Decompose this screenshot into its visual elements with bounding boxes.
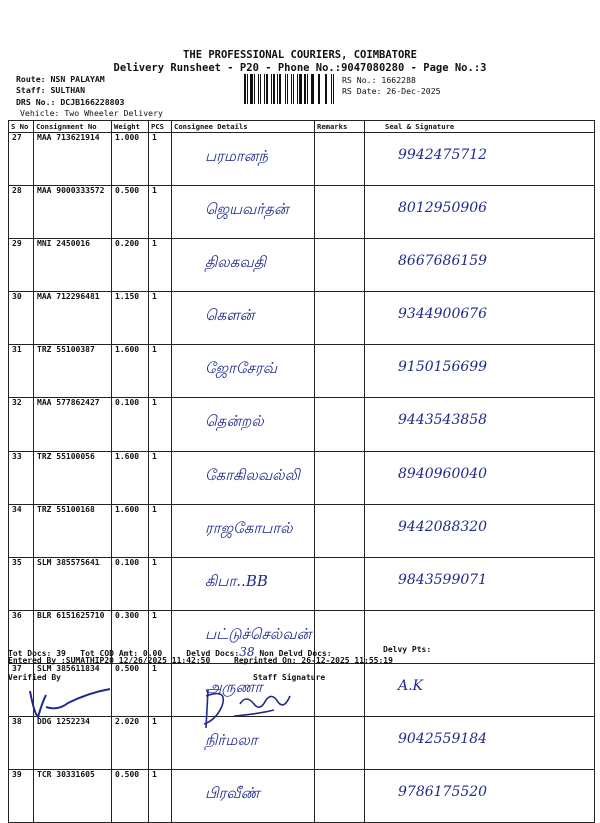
cell-weight: 1.600 bbox=[112, 504, 149, 557]
signature-handwriting: 9843599071 bbox=[398, 571, 488, 588]
cell-weight: 0.300 bbox=[112, 610, 149, 663]
consignee-handwriting: ராஜகோபால் bbox=[205, 518, 293, 537]
cell-sno: 27 bbox=[9, 133, 34, 186]
cell-consignee bbox=[172, 345, 315, 398]
delvy-pts-label: Delvy Pts: bbox=[383, 645, 432, 654]
cell-consignee bbox=[172, 398, 315, 451]
cell-weight: 1.000 bbox=[112, 133, 149, 186]
cell-weight: 1.150 bbox=[112, 292, 149, 345]
consignee-handwriting: கிபா..BB bbox=[205, 571, 268, 590]
col-header-weight: Weight bbox=[112, 121, 149, 133]
consignee-handwriting: ஜோசேரவ் bbox=[205, 359, 278, 378]
cell-remarks bbox=[315, 504, 365, 557]
barcode-bar bbox=[279, 74, 281, 104]
barcode-bar bbox=[307, 74, 308, 104]
tot-docs-label: Tot Docs: bbox=[8, 649, 52, 658]
rs-date: RS Date: 26-Dec-2025 bbox=[342, 86, 441, 96]
barcode-bar bbox=[264, 74, 265, 104]
delvd-docs-label: Delvd Docs: bbox=[186, 649, 240, 658]
barcode-bar bbox=[325, 74, 326, 104]
cell-consignment: TRZ 55100168 bbox=[34, 504, 112, 557]
col-header-signature: Seal & Signature bbox=[365, 121, 595, 133]
barcode-bar bbox=[273, 74, 275, 104]
cell-consignment: DDG 1252234 bbox=[34, 717, 112, 770]
col-header-consignee: Consignee Details bbox=[172, 121, 315, 133]
cell-pcs: 1 bbox=[149, 717, 172, 770]
barcode-bar bbox=[315, 74, 317, 104]
cell-consignee bbox=[172, 770, 315, 823]
cell-consignment: MAA 713621914 bbox=[34, 133, 112, 186]
cell-consignee bbox=[172, 292, 315, 345]
signature-handwriting: 9042559184 bbox=[398, 731, 488, 748]
barcode-bar bbox=[289, 74, 291, 104]
cell-pcs: 1 bbox=[149, 451, 172, 504]
consignee-handwriting: திலகவதி bbox=[205, 253, 266, 272]
cell-pcs: 1 bbox=[149, 186, 172, 239]
cell-remarks bbox=[315, 345, 365, 398]
cell-signature bbox=[365, 345, 595, 398]
cell-remarks bbox=[315, 292, 365, 345]
cell-signature bbox=[365, 557, 595, 610]
cell-sno: 36 bbox=[9, 610, 34, 663]
verified-by-signature-icon bbox=[28, 683, 118, 723]
cell-signature bbox=[365, 133, 595, 186]
cell-signature bbox=[365, 663, 595, 716]
route-field: Route: NSN PALAYAM bbox=[16, 74, 105, 84]
cell-pcs: 1 bbox=[149, 133, 172, 186]
col-header-sno: S No bbox=[9, 121, 34, 133]
barcode-bar bbox=[303, 74, 304, 104]
cell-pcs: 1 bbox=[149, 292, 172, 345]
cell-pcs: 1 bbox=[149, 504, 172, 557]
cell-signature bbox=[365, 717, 595, 770]
cell-pcs: 1 bbox=[149, 398, 172, 451]
cell-consignment: MAA 712296481 bbox=[34, 292, 112, 345]
barcode-bar bbox=[297, 74, 298, 104]
barcode-bar bbox=[326, 74, 327, 104]
consignee-handwriting: கௌன் bbox=[205, 306, 255, 325]
cell-signature bbox=[365, 186, 595, 239]
barcode-bar bbox=[318, 74, 319, 104]
cell-consignment: MNI 2450016 bbox=[34, 239, 112, 292]
barcode-bar bbox=[260, 74, 261, 104]
consignee-handwriting: நிர்மலா bbox=[205, 731, 258, 750]
cell-consignee bbox=[172, 557, 315, 610]
cell-consignee bbox=[172, 451, 315, 504]
barcode-bar bbox=[311, 74, 312, 104]
consignee-handwriting: பட்டுச்செல்வன் bbox=[205, 624, 312, 643]
barcode-bar bbox=[248, 74, 249, 104]
consignee-handwriting: ஜெயவர்தன் bbox=[205, 200, 289, 219]
cell-pcs: 1 bbox=[149, 770, 172, 823]
barcode-bar bbox=[266, 74, 268, 104]
barcode-bar bbox=[255, 74, 257, 104]
tot-docs-value: 39 bbox=[56, 649, 66, 658]
cell-consignee bbox=[172, 186, 315, 239]
document-subtitle: Delivery Runsheet - P20 - Phone No.:9047080280 - Page No.:3 bbox=[113, 62, 487, 74]
cell-sno: 35 bbox=[9, 557, 34, 610]
col-header-consignment: Consignment No bbox=[34, 121, 112, 133]
cell-sno: 37 bbox=[9, 663, 34, 716]
table-row bbox=[9, 239, 595, 292]
consignee-handwriting: பிரவீண் bbox=[205, 784, 260, 803]
signature-handwriting: A.K bbox=[398, 677, 424, 694]
signature-handwriting: 9443543858 bbox=[398, 412, 488, 429]
cell-sno: 38 bbox=[9, 717, 34, 770]
cell-remarks bbox=[315, 770, 365, 823]
consignee-handwriting: அருணா bbox=[205, 677, 263, 696]
cell-consignment: SLM 385611834 bbox=[34, 663, 112, 716]
consignee-handwriting: தென்றல் bbox=[205, 412, 264, 431]
cell-remarks bbox=[315, 239, 365, 292]
barcode-bar bbox=[282, 74, 284, 104]
barcode-bar bbox=[258, 74, 259, 104]
cell-weight: 0.200 bbox=[112, 239, 149, 292]
cell-sno: 30 bbox=[9, 292, 34, 345]
staff-signature-label: Staff Signature bbox=[253, 673, 326, 682]
cell-consignee bbox=[172, 504, 315, 557]
signature-handwriting: 8940960040 bbox=[398, 465, 488, 482]
cell-signature bbox=[365, 504, 595, 557]
drs-number: DRS No.: DCJB166228803 bbox=[16, 97, 125, 107]
signature-handwriting: 9786175520 bbox=[398, 784, 488, 801]
cell-remarks bbox=[315, 133, 365, 186]
barcode-bar bbox=[254, 74, 255, 104]
cell-consignment: MAA 577862427 bbox=[34, 398, 112, 451]
cell-sno: 39 bbox=[9, 770, 34, 823]
barcode-bar bbox=[271, 74, 272, 104]
cell-weight: 2.020 bbox=[112, 717, 149, 770]
col-header-remarks: Remarks bbox=[315, 121, 365, 133]
cell-pcs: 1 bbox=[149, 663, 172, 716]
table-row bbox=[9, 186, 595, 239]
consignee-handwriting: கோகிலவல்லி bbox=[205, 465, 300, 484]
cell-consignment: BLR 6151625710 bbox=[34, 610, 112, 663]
cell-signature bbox=[365, 398, 595, 451]
verified-by-label: Verified By bbox=[8, 673, 61, 682]
barcode-bar bbox=[331, 74, 332, 104]
barcode-bar bbox=[334, 74, 336, 104]
barcode-bar bbox=[285, 74, 286, 104]
cell-remarks bbox=[315, 557, 365, 610]
delvd-docs-handwritten: 38 bbox=[239, 645, 255, 659]
cell-pcs: 1 bbox=[149, 239, 172, 292]
barcode-bar bbox=[269, 74, 270, 104]
barcode-bar bbox=[304, 74, 306, 104]
table-row bbox=[9, 398, 595, 451]
barcode-bar bbox=[293, 74, 294, 104]
barcode-bar bbox=[309, 74, 310, 104]
cell-consignment: TCR 30331605 bbox=[34, 770, 112, 823]
signature-handwriting: 9442088320 bbox=[398, 518, 488, 535]
cell-signature bbox=[365, 610, 595, 663]
barcode-bar bbox=[291, 74, 292, 104]
reprinted-on: Reprinted On: 26-12-2025 11:55:19 bbox=[234, 656, 393, 665]
entered-by: Entered By :SUMATHIP20 12/26/2025 11:42:50 bbox=[8, 656, 211, 665]
signature-handwriting: 9344900676 bbox=[398, 306, 488, 323]
cell-sno: 34 bbox=[9, 504, 34, 557]
document-title: THE PROFESSIONAL COURIERS, COIMBATORE bbox=[183, 49, 417, 61]
table-row bbox=[9, 345, 595, 398]
rs-number: RS No.: 1662288 bbox=[342, 75, 416, 85]
cell-signature bbox=[365, 292, 595, 345]
tot-cod-value: 0.00 bbox=[142, 649, 163, 658]
table-row bbox=[9, 292, 595, 345]
consignee-handwriting: பரமானந் bbox=[205, 147, 268, 165]
cell-weight: 0.500 bbox=[112, 186, 149, 239]
table-row bbox=[9, 133, 595, 186]
tot-cod-label: Tot COD Amt: bbox=[80, 649, 139, 658]
signature-handwriting: 8012950906 bbox=[398, 200, 488, 217]
barcode-bar bbox=[276, 74, 277, 104]
barcode-bar bbox=[328, 74, 330, 104]
barcode-bar bbox=[312, 74, 314, 104]
table-row bbox=[9, 504, 595, 557]
table-row bbox=[9, 451, 595, 504]
barcode-bar bbox=[333, 74, 334, 104]
cell-sno: 32 bbox=[9, 398, 34, 451]
cell-consignment: TRZ 55100387 bbox=[34, 345, 112, 398]
cell-weight: 0.100 bbox=[112, 398, 149, 451]
cell-sno: 31 bbox=[9, 345, 34, 398]
barcode-bar bbox=[287, 74, 288, 104]
barcode-bar bbox=[247, 74, 248, 104]
signature-handwriting bbox=[368, 625, 398, 641]
cell-consignment: SLM 385575641 bbox=[34, 557, 112, 610]
col-header-pcs: PCS bbox=[149, 121, 172, 133]
table-header-row bbox=[9, 121, 595, 133]
barcode bbox=[244, 74, 337, 104]
cell-consignment: MAA 9000333572 bbox=[34, 186, 112, 239]
cell-signature bbox=[365, 239, 595, 292]
cell-remarks bbox=[315, 186, 365, 239]
cell-signature bbox=[365, 451, 595, 504]
barcode-bar bbox=[262, 74, 264, 104]
barcode-bar bbox=[277, 74, 278, 104]
cell-weight: 0.500 bbox=[112, 770, 149, 823]
vehicle-field: Vehicle: Two Wheeler Delivery bbox=[20, 108, 163, 118]
staff-signature-icon bbox=[198, 684, 328, 732]
signature-handwriting: 9942475712 bbox=[398, 147, 488, 163]
non-delvd-docs-label: Non Delvd Docs: bbox=[259, 649, 332, 658]
cell-remarks bbox=[315, 451, 365, 504]
cell-weight: 1.600 bbox=[112, 345, 149, 398]
barcode-bar bbox=[299, 74, 301, 104]
cell-pcs: 1 bbox=[149, 557, 172, 610]
table-row bbox=[9, 770, 595, 823]
barcode-bar bbox=[250, 74, 252, 104]
cell-sno: 28 bbox=[9, 186, 34, 239]
cell-consignee bbox=[172, 133, 315, 186]
barcode-bar bbox=[244, 74, 246, 104]
cell-pcs: 1 bbox=[149, 345, 172, 398]
barcode-bar bbox=[321, 74, 323, 104]
signature-handwriting: 9150156699 bbox=[398, 359, 488, 376]
cell-signature bbox=[365, 770, 595, 823]
cell-sno: 33 bbox=[9, 451, 34, 504]
table-row bbox=[9, 557, 595, 610]
cell-sno: 29 bbox=[9, 239, 34, 292]
signature-handwriting: 8667686159 bbox=[398, 253, 488, 270]
barcode-bar bbox=[295, 74, 297, 104]
barcode-bar bbox=[319, 74, 320, 104]
cell-remarks bbox=[315, 398, 365, 451]
cell-weight: 1.600 bbox=[112, 451, 149, 504]
staff-field: Staff: SULTHAN bbox=[16, 85, 86, 95]
cell-weight: 0.500 bbox=[112, 663, 149, 716]
cell-consignment: TRZ 55100056 bbox=[34, 451, 112, 504]
cell-weight: 0.100 bbox=[112, 557, 149, 610]
cell-consignee bbox=[172, 239, 315, 292]
cell-pcs: 1 bbox=[149, 610, 172, 663]
